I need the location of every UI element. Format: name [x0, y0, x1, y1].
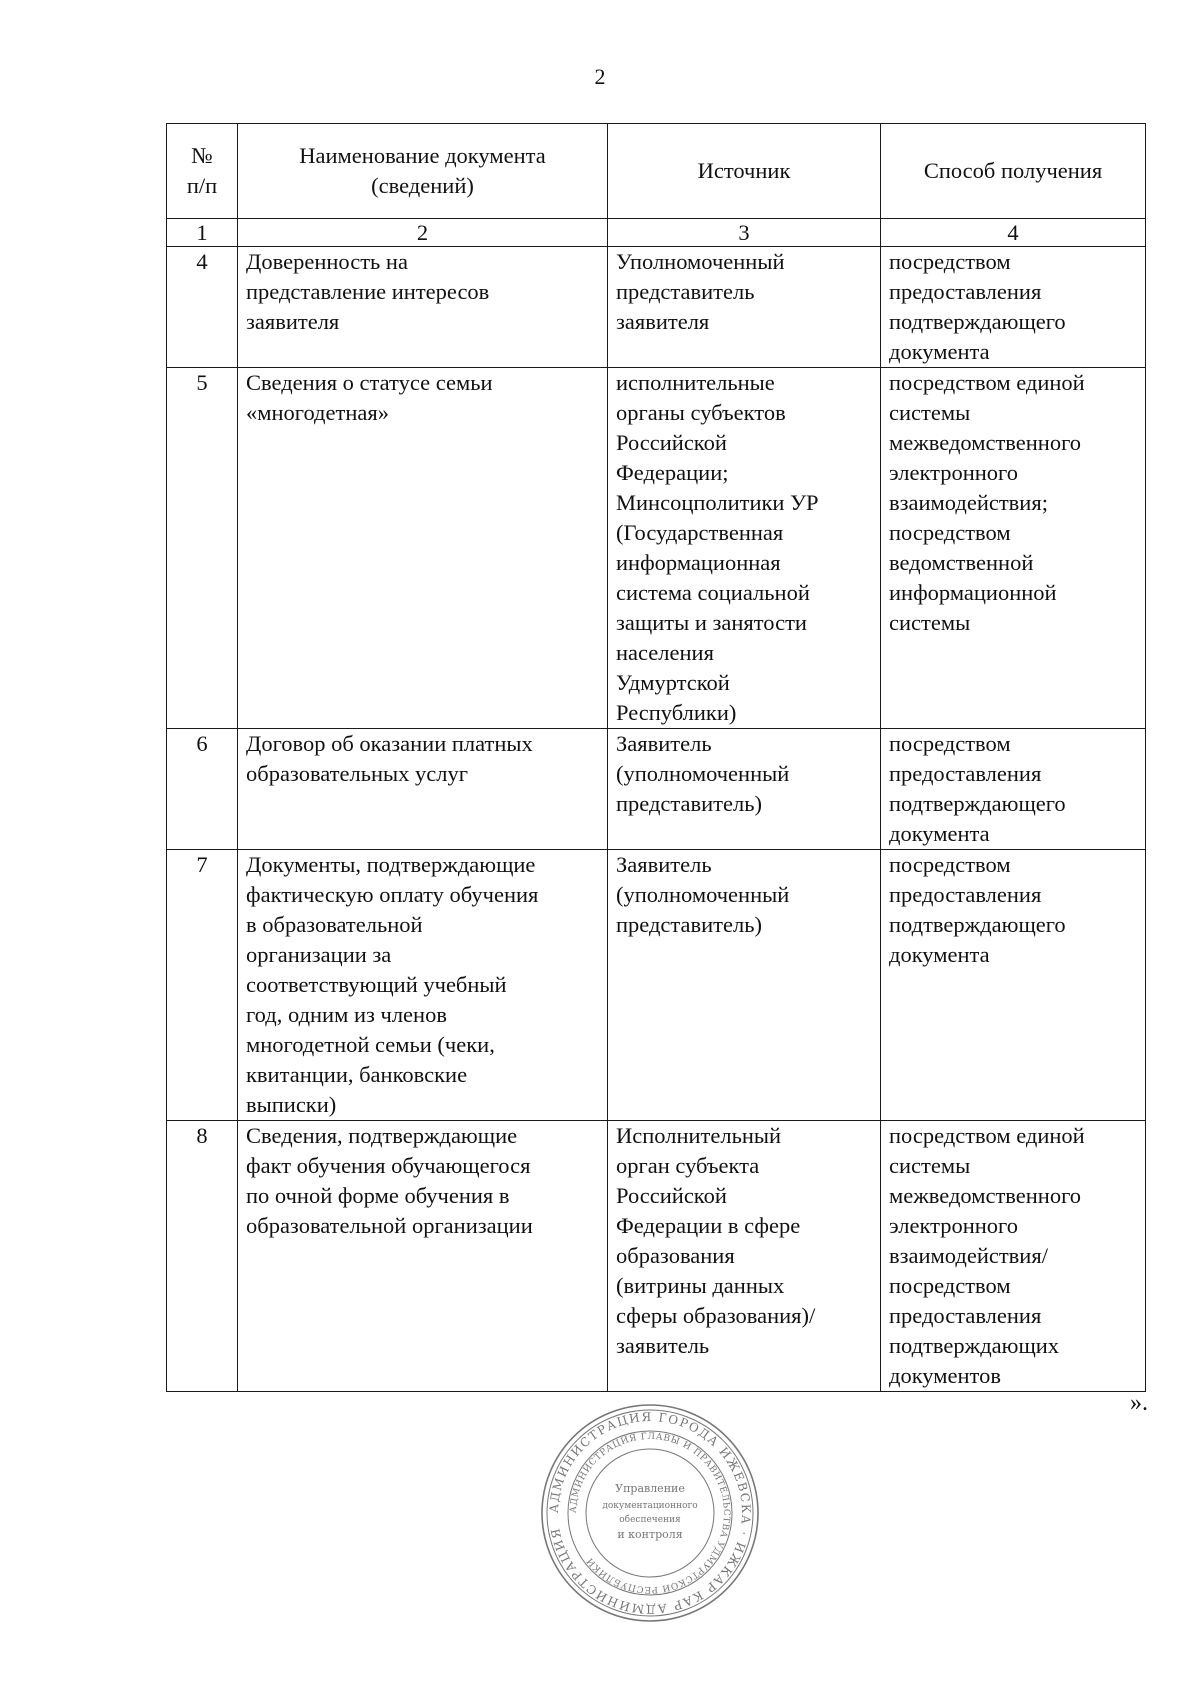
document-method: посредством предоставления подтверждающего документа [881, 729, 1146, 850]
table-header-row [167, 124, 1146, 219]
column-number: 3 [608, 219, 881, 247]
column-number-row [167, 219, 1146, 247]
row-number: 7 [167, 850, 238, 1121]
page-number: 2 [594, 64, 606, 89]
header-method-text: Способ получения [923, 158, 1103, 183]
table-row [167, 1121, 1146, 1392]
document-method: посредством единой системы межведомственного электронного взаимодействия; посредством ведомственной информационной системы [881, 368, 1146, 729]
column-number: 1 [167, 219, 238, 247]
document-name: Доверенность на представление интересов заявителя [238, 247, 608, 368]
stamp-center-line-2: документационного [602, 1501, 698, 1511]
stamp-middle-ring [568, 1431, 732, 1595]
document-method: посредством единой системы межведомственного электронного взаимодействия/ посредством предоставления подтверждающих документов [881, 1121, 1146, 1392]
document-source: исполнительные органы субъектов Российской Федерации; Минсоцполитики УР (Государственная информационная система социальной защиты и занятости населения Удмуртской Республики) [608, 368, 881, 729]
table-row [167, 729, 1146, 850]
header-source-text: Источник [697, 158, 791, 183]
header-source [608, 124, 881, 219]
document-source: Исполнительный орган субъекта Российской Федерации в сфере образования (витрины данных сферы образования)/ заявитель [608, 1121, 881, 1392]
table-row [167, 368, 1146, 729]
header-num [167, 124, 238, 219]
stamp-inner-text: АДМИНИСТРАЦИЯ ГЛАВЫ И ПРАВИТЕЛЬСТВА УДМУРТСКОЙ РЕСПУБЛИКИ [568, 1431, 732, 1595]
column-number: 2 [238, 219, 608, 247]
document-source: Заявитель (уполномоченный представитель) [608, 850, 881, 1121]
document-name: Документы, подтверждающие фактическую оплату обучения в образовательной организации за соответствующий учебный год, одним из членов многодетной семьи (чеки, квитанции, банковские выписки) [238, 850, 608, 1121]
stamp-inner-ring [586, 1449, 714, 1577]
row-number: 8 [167, 1121, 238, 1392]
stamp-seal-icon [539, 1402, 761, 1624]
header-name-text: Наименование документа (сведений) [299, 143, 546, 198]
stamp-center-line-1: Управление [615, 1482, 685, 1495]
document-method: посредством предоставления подтверждающего документа [881, 247, 1146, 368]
official-stamp [539, 1402, 761, 1624]
column-number: 4 [881, 219, 1146, 247]
stamp-center-line-4: и контроля [617, 1528, 683, 1541]
document-source: Уполномоченный представитель заявителя [608, 247, 881, 368]
header-name [238, 124, 608, 219]
document-name: Договор об оказании платных образовательных услуг [238, 729, 608, 850]
stamp-center-line-3: обеспечения [619, 1515, 681, 1525]
document-name: Сведения, подтверждающие факт обучения обучающегося по очной форме обучения в образовательной организации [238, 1121, 608, 1392]
header-method [881, 124, 1146, 219]
document-source: Заявитель (уполномоченный представитель) [608, 729, 881, 850]
stamp-outer-text: АДМИНИСТРАЦИЯ ГОРОДА ИЖЕВСКА · ИЖКАР КАР АДМИНИСТРАЦИЯ [546, 1409, 754, 1617]
row-number: 5 [167, 368, 238, 729]
row-number: 6 [167, 729, 238, 850]
table-row [167, 247, 1146, 368]
document-name: Сведения о статусе семьи «многодетная» [238, 368, 608, 729]
header-num-text: № п/п [186, 143, 218, 198]
table-row [167, 850, 1146, 1121]
row-number: 4 [167, 247, 238, 368]
document-method: посредством предоставления подтверждающего документа [881, 850, 1146, 1121]
closing-quote-mark: ». [1130, 1390, 1148, 1416]
documents-table [166, 123, 1146, 1392]
